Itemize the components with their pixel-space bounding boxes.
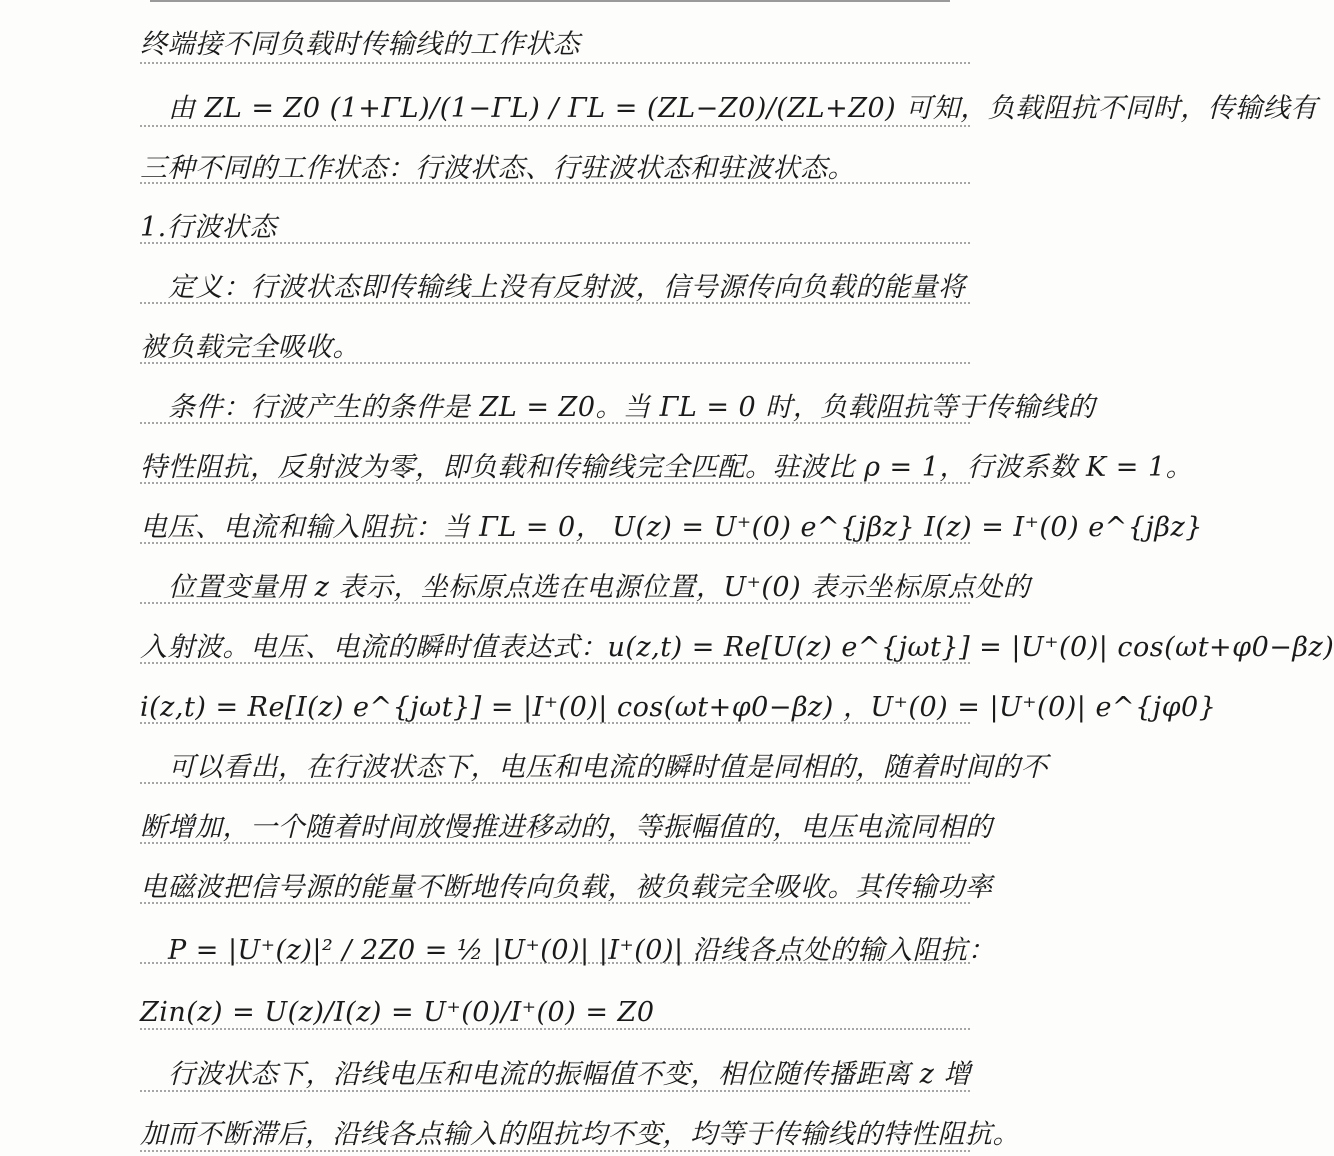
text-line: 断增加，一个随着时间放慢推进移动的，等振幅值的，电压电流同相的 [140,812,993,843]
formula-line: Zin(z) = U(z)/I(z) = U⁺(0)/I⁺(0) = Z0 [140,997,655,1028]
heading-line: 终端接不同负载时传输线的工作状态 [140,29,580,60]
text-line: 由 ZL = Z0 (1+ΓL)/(1−ΓL) / ΓL = (ZL−Z0)/(ZL+Z0) 可知，负载阻抗不同时，传输线有 [168,93,1318,124]
text-line: 行波状态下，沿线电压和电流的振幅值不变，相位随传播距离 z 增 [168,1059,971,1090]
top-rule [150,0,950,2]
text-line: 三种不同的工作状态：行波状态、行驻波状态和驻波状态。 [140,153,855,184]
formula-line: P = |U⁺(z)|² / 2Z0 = ½ |U⁺(0)| |I⁺(0)| 沿线各点处的输入阻抗： [168,935,996,966]
text-line: 特性阻抗，反射波为零，即负载和传输线完全匹配。驻波比 ρ = 1，行波系数 K = 1。 [140,452,1194,483]
text-line: 入射波。电压、电流的瞬时值表达式：u(z,t) = Re[U(z) e^{jωt}] = |U⁺(0)| cos(ωt+φ0−βz) [140,632,1334,663]
section-heading: 1.行波状态 [140,212,277,243]
text-line: 条件：行波产生的条件是 ZL = Z0。当 ΓL = 0 时，负载阻抗等于传输线的 [168,392,1096,423]
text-line: i(z,t) = Re[I(z) e^{jωt}] = |I⁺(0)| cos(ωt+φ0−βz) ，U⁺(0) = |U⁺(0)| e^{jφ0} [140,692,1217,723]
text-line: 电压、电流和输入阻抗：当 ΓL = 0， U(z) = U⁺(0) e^{jβz} I(z) = I⁺(0) e^{jβz} [140,512,1203,543]
text-line: 电磁波把信号源的能量不断地传向负载，被负载完全吸收。其传输功率 [140,872,993,903]
text-line: 定义：行波状态即传输线上没有反射波，信号源传向负载的能量将 [168,272,966,303]
text-line: 位置变量用 z 表示，坐标原点选在电源位置，U⁺(0) 表示坐标原点处的 [168,572,1031,603]
text-line: 加而不断滞后，沿线各点输入的阻抗均不变，均等于传输线的特性阻抗。 [140,1119,1020,1150]
text-line: 可以看出，在行波状态下，电压和电流的瞬时值是同相的，随着时间的不 [168,752,1048,783]
text-line: 被负载完全吸收。 [140,332,360,363]
